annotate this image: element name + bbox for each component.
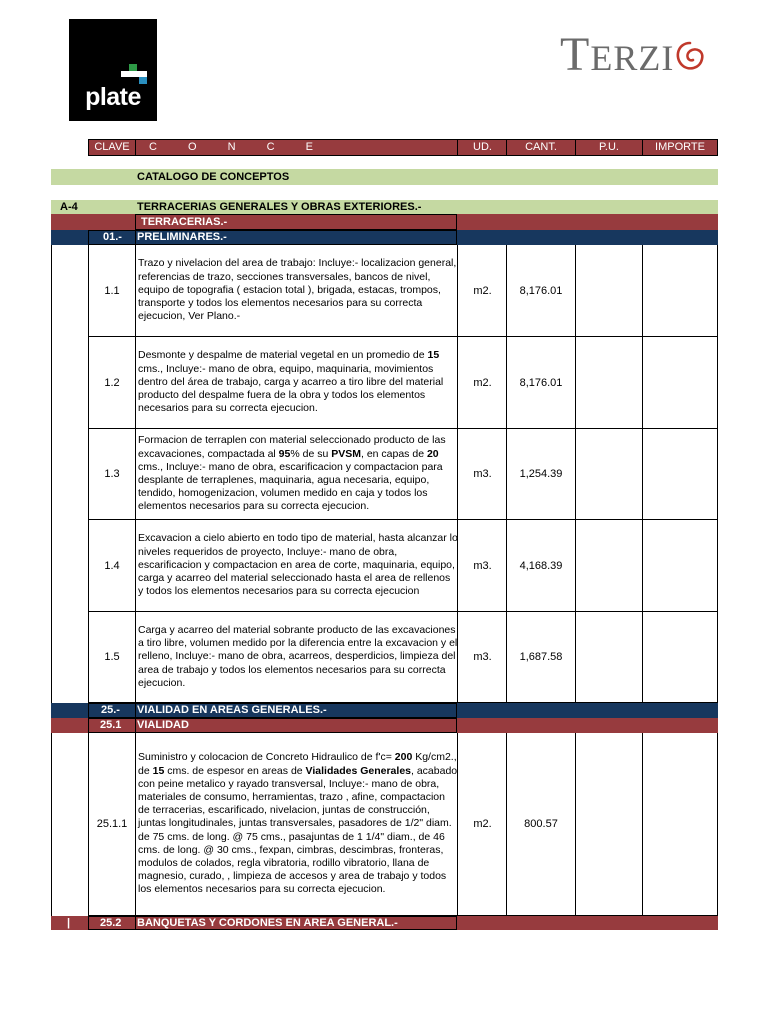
item-clave: 1.2 [104,376,120,389]
table-row [88,520,718,612]
description-fragment: cms., Incluye:- mano de obra, escarificacion y compactacion para desplante de terraplenes, maquinaria, agua necesaria, equipo, tendido, homogenizacion, volumen medido en caja y todos los elementos necesarios para su correcta ejecucion. [138,460,443,513]
item-unit: m3. [473,559,492,572]
item-clave: 1.3 [104,468,120,480]
section-title: TERRACERIAS GENERALES Y OBRAS EXTERIORES.- [137,201,422,213]
description-fragment: 20 [426,447,439,460]
header-importe: IMPORTE [655,141,705,153]
description-fragment: 15 [427,349,440,362]
subgroup-banquetas-mark: | [67,917,71,929]
description-fragment: Excavacion a cielo abierto en todo tipo de material, hasta alcanzar lo niveles requeridos de proyecto, Incluye:- mano de obra, escarificacion y compactacion en area de corte, maquinaria, equipo, carga y acarreo del material seleccionado hasta el area de rellenos y todos los elementos necesarios para su correcta ejecucion [138,532,458,598]
group-preliminares-title: PRELIMINARES.- [137,231,227,243]
description-fragment: 15 [152,764,165,777]
item-clave: 1.5 [104,651,120,663]
subgroup-banquetas-code: 25.2 [100,917,122,929]
item-quantity: 1,687.58 [519,651,563,663]
terzio-logo-text: TERZI [560,28,675,81]
group-vialidad-code: 25.- [101,704,120,716]
group-preliminares-code: 01.- [103,231,122,243]
section-code: A-4 [60,201,78,213]
header-concepto: C O N C E P T O [149,141,323,168]
description-fragment: Carga y acarreo del material sobrante producto de las excavaciones a tiro libre, volumen medido por la diferencia entre la excavacion y el relleno, Incluye:- mano de obra, acarreos, desperdicios, limpieza del area de trabajo y todos los elementos necesarios para su correcta ejecucion. [138,623,458,689]
subgroup-banquetas-title: BANQUETAS Y CORDONES EN AREA GENERAL.- [137,917,398,929]
item-unit: m3. [473,468,492,480]
header-ud: UD. [473,141,492,153]
subgroup-banquetas-band [51,916,718,930]
description-fragment: 200 [394,751,413,764]
item-quantity: 8,176.01 [519,376,563,389]
table-row [88,733,718,916]
item-description [137,733,459,915]
item-unit: m2. [473,818,492,830]
description-fragment: Kg/cm2., de [138,751,457,777]
group-preliminares-band [51,230,718,245]
description-fragment: Vialidades Generales [305,764,411,777]
description-fragment: 95 [278,447,291,460]
header-clave: CLAVE [94,141,130,153]
description-fragment: , acabado con peine metalico y rayado transversal, Incluye:- mano de obra, materiales de consumo, herramientas, trazo , afine, compactacion de terracerias, escarificado, nivelacion, juntas de construcción, juntas longitudinales, juntas transversales, pasadores de 1/2" diam. de 75 cms. de long. @ 75 cms., pasajuntas de 1 1/4" diam., de 46 cms. de long. @ 30 cms., fexpan, cimbras, descimbras, fronteras, modulos de colados, regla vibratoria, rodillo vibratorio, llana de magnesio, curado, , limpieza de accesos y area de trabajo y todos los elementos necesarios para su correcta ejecucion. [138,764,458,896]
table-row [88,429,718,520]
item-unit: m3. [473,651,492,663]
group-vialidad-band [51,703,718,718]
section-band [51,200,718,214]
terzio-logo [560,27,710,83]
terzio-swirl-icon [670,35,710,79]
header-cant: CANT. [525,141,557,153]
item-description [137,429,459,519]
table-row [88,245,718,337]
table-row [88,337,718,429]
item-description [137,612,459,702]
header-pu: P.U. [599,141,619,153]
plate-logo [69,19,157,121]
item-quantity: 800.57 [524,818,558,830]
item-clave: 1.4 [104,559,120,572]
item-description [137,520,459,611]
item-description [137,337,459,428]
subsection-title: TERRACERIAS.- [141,216,228,228]
logo-square-green [129,64,137,71]
item-unit: m2. [473,376,492,389]
item-quantity: 4,168.39 [519,559,563,572]
subgroup-vialidad-title: VIALIDAD [137,719,189,731]
item-unit: m2. [473,284,492,297]
group-vialidad-title: VIALIDAD EN AREAS GENERALES.- [137,704,327,716]
item-description [137,245,459,336]
catalog-title: CATALOGO DE CONCEPTOS [137,171,290,183]
description-fragment: % de su [290,447,332,460]
item-quantity: 8,176.01 [519,284,563,297]
subgroup-vialidad-band [51,718,718,733]
description-fragment: Desmonte y despalme de material vegetal en un promedio de [138,349,428,362]
table-row [88,612,718,703]
plate-logo-text: plate [85,83,141,111]
description-fragment: PVSM [331,447,361,460]
item-quantity: 1,254.39 [519,468,563,480]
item-clave: 25.1.1 [96,818,128,830]
item-clave: 1.1 [104,284,120,297]
subsection-band [51,214,718,230]
description-fragment: Formacion de terraplen con material seleccionado producto de las excavaciones, compactada al [138,434,446,460]
description-fragment: Suministro y colocacion de Concreto Hidraulico de f'c= [138,751,395,764]
catalog-title-band [51,169,718,185]
subgroup-vialidad-code: 25.1 [100,719,122,731]
description-fragment: cms. de espesor en areas de [164,764,306,777]
description-fragment: Trazo y nivelacion del area de trabajo: Incluye:- localizacion general, referencias de trazo, secciones transversales, bancos de nivel, equipo de topografia ( estacion total ), brigada, estacas, trompos, transporte y todos los elementos necesarios para su correcta ejecucion, Ver Plano.- [138,257,457,323]
description-fragment: cms., Incluye:- mano de obra, equipo, maquinaria, movimientos dentro del área de trabajo, carga y acarreo a tiro libre del material producto del despalme fuera de la obra y todos los elementos necesarios para su correcta ejecucion. [138,362,444,415]
description-fragment: , en capas de [360,447,427,460]
table-header [88,139,718,168]
